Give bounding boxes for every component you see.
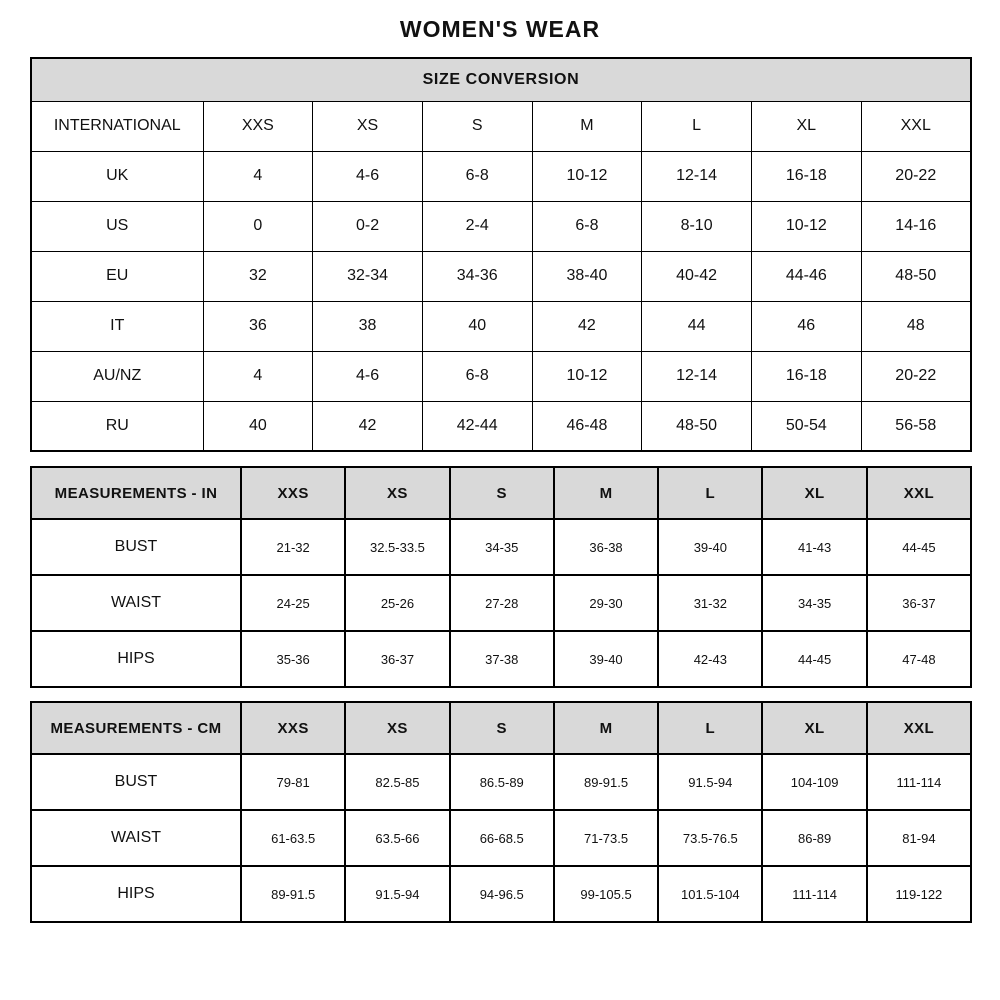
value-cell: 39-40 — [554, 631, 658, 687]
value-cell: 36-37 — [867, 575, 971, 631]
value-cell: 38-40 — [532, 251, 642, 301]
measurements-cm-title: MEASUREMENTS - CM — [31, 702, 241, 754]
measurements-in-title: MEASUREMENTS - IN — [31, 467, 241, 519]
table-row — [31, 201, 971, 251]
value-cell: 71-73.5 — [554, 810, 658, 866]
value-cell: 4 — [203, 151, 313, 201]
measurements-cm-table — [30, 701, 972, 923]
value-cell: 6-8 — [422, 351, 532, 401]
value-cell: 119-122 — [867, 866, 971, 922]
value-cell: 39-40 — [658, 519, 762, 575]
value-cell: 86.5-89 — [450, 754, 554, 810]
international-label: INTERNATIONAL — [31, 101, 203, 151]
value-cell: 99-105.5 — [554, 866, 658, 922]
size-conversion-title-row — [31, 58, 971, 101]
value-cell: 32 — [203, 251, 313, 301]
value-cell: 66-68.5 — [450, 810, 554, 866]
value-cell: 46-48 — [532, 401, 642, 451]
value-cell: 8-10 — [642, 201, 752, 251]
international-header-row — [31, 101, 971, 151]
value-cell: 34-35 — [762, 575, 866, 631]
size-column-header: XL — [762, 702, 866, 754]
table-row — [31, 301, 971, 351]
value-cell: 36 — [203, 301, 313, 351]
value-cell: 10-12 — [532, 351, 642, 401]
size-column-header: XL — [751, 101, 861, 151]
value-cell: 36-37 — [345, 631, 449, 687]
value-cell: 4 — [203, 351, 313, 401]
page-title: WOMEN'S WEAR — [399, 16, 601, 42]
value-cell: 111-114 — [762, 866, 866, 922]
size-column-header: XS — [345, 467, 449, 519]
size-column-header: L — [658, 467, 762, 519]
value-cell: 31-32 — [658, 575, 762, 631]
size-column-header: XXS — [241, 467, 345, 519]
value-cell: 44-45 — [867, 519, 971, 575]
value-cell: 82.5-85 — [345, 754, 449, 810]
size-column-header: XXL — [861, 101, 971, 151]
value-cell: 48-50 — [642, 401, 752, 451]
value-cell: 12-14 — [642, 151, 752, 201]
value-cell: 4-6 — [313, 351, 423, 401]
size-conversion-title: SIZE CONVERSION — [31, 58, 971, 101]
value-cell: 21-32 — [241, 519, 345, 575]
value-cell: 20-22 — [861, 351, 971, 401]
row-label: IT — [31, 301, 203, 351]
value-cell: 46 — [751, 301, 861, 351]
table-row — [31, 575, 971, 631]
table-row — [31, 251, 971, 301]
size-column-header: XS — [313, 101, 423, 151]
value-cell: 42 — [313, 401, 423, 451]
size-conversion-table — [30, 57, 972, 452]
value-cell: 91.5-94 — [345, 866, 449, 922]
row-label: AU/NZ — [31, 351, 203, 401]
table-row — [31, 519, 971, 575]
value-cell: 42 — [532, 301, 642, 351]
size-column-header: XXS — [203, 101, 313, 151]
table-row — [31, 401, 971, 451]
value-cell: 38 — [313, 301, 423, 351]
row-label: HIPS — [31, 631, 241, 687]
row-label: HIPS — [31, 866, 241, 922]
value-cell: 29-30 — [554, 575, 658, 631]
size-chart-page — [30, 0, 970, 923]
value-cell: 4-6 — [313, 151, 423, 201]
size-column-header: S — [422, 101, 532, 151]
row-label: US — [31, 201, 203, 251]
value-cell: 6-8 — [422, 151, 532, 201]
table-row — [31, 351, 971, 401]
value-cell: 25-26 — [345, 575, 449, 631]
value-cell: 2-4 — [422, 201, 532, 251]
size-column-header: XS — [345, 702, 449, 754]
value-cell: 34-35 — [450, 519, 554, 575]
value-cell: 42-44 — [422, 401, 532, 451]
row-label: BUST — [31, 754, 241, 810]
value-cell: 10-12 — [751, 201, 861, 251]
size-column-header: S — [450, 467, 554, 519]
value-cell: 61-63.5 — [241, 810, 345, 866]
value-cell: 42-43 — [658, 631, 762, 687]
row-label: RU — [31, 401, 203, 451]
value-cell: 16-18 — [751, 351, 861, 401]
size-column-header: L — [642, 101, 752, 151]
size-column-header: S — [450, 702, 554, 754]
row-label: BUST — [31, 519, 241, 575]
value-cell: 101.5-104 — [658, 866, 762, 922]
value-cell: 36-38 — [554, 519, 658, 575]
value-cell: 73.5-76.5 — [658, 810, 762, 866]
value-cell: 111-114 — [867, 754, 971, 810]
value-cell: 91.5-94 — [658, 754, 762, 810]
table-row — [31, 754, 971, 810]
measurements-cm-header-row — [31, 702, 971, 754]
value-cell: 40 — [422, 301, 532, 351]
table-row — [31, 631, 971, 687]
value-cell: 47-48 — [867, 631, 971, 687]
value-cell: 48 — [861, 301, 971, 351]
size-column-header: M — [532, 101, 642, 151]
value-cell: 12-14 — [642, 351, 752, 401]
value-cell: 0-2 — [313, 201, 423, 251]
value-cell: 44-46 — [751, 251, 861, 301]
row-label: WAIST — [31, 810, 241, 866]
value-cell: 94-96.5 — [450, 866, 554, 922]
value-cell: 14-16 — [861, 201, 971, 251]
value-cell: 44 — [642, 301, 752, 351]
value-cell: 81-94 — [867, 810, 971, 866]
measurements-in-header-row — [31, 467, 971, 519]
size-column-header: XXS — [241, 702, 345, 754]
row-label: EU — [31, 251, 203, 301]
size-conversion-body — [31, 151, 971, 451]
size-column-header: M — [554, 467, 658, 519]
size-column-header: XXL — [867, 467, 971, 519]
row-label: UK — [31, 151, 203, 201]
value-cell: 40-42 — [642, 251, 752, 301]
value-cell: 41-43 — [762, 519, 866, 575]
table-row — [31, 151, 971, 201]
value-cell: 48-50 — [861, 251, 971, 301]
value-cell: 27-28 — [450, 575, 554, 631]
value-cell: 32-34 — [313, 251, 423, 301]
table-row — [31, 866, 971, 922]
value-cell: 89-91.5 — [241, 866, 345, 922]
value-cell: 50-54 — [751, 401, 861, 451]
value-cell: 6-8 — [532, 201, 642, 251]
value-cell: 32.5-33.5 — [345, 519, 449, 575]
value-cell: 20-22 — [861, 151, 971, 201]
value-cell: 79-81 — [241, 754, 345, 810]
value-cell: 37-38 — [450, 631, 554, 687]
size-column-header: M — [554, 702, 658, 754]
size-column-header: L — [658, 702, 762, 754]
row-label: WAIST — [31, 575, 241, 631]
value-cell: 104-109 — [762, 754, 866, 810]
table-row — [31, 810, 971, 866]
value-cell: 0 — [203, 201, 313, 251]
size-column-header: XXL — [867, 702, 971, 754]
size-column-header: XL — [762, 467, 866, 519]
measurements-in-table — [30, 466, 972, 688]
value-cell: 40 — [203, 401, 313, 451]
measurements-cm-body — [31, 754, 971, 922]
value-cell: 44-45 — [762, 631, 866, 687]
value-cell: 16-18 — [751, 151, 861, 201]
value-cell: 24-25 — [241, 575, 345, 631]
value-cell: 34-36 — [422, 251, 532, 301]
value-cell: 56-58 — [861, 401, 971, 451]
value-cell: 86-89 — [762, 810, 866, 866]
value-cell: 63.5-66 — [345, 810, 449, 866]
value-cell: 35-36 — [241, 631, 345, 687]
value-cell: 10-12 — [532, 151, 642, 201]
value-cell: 89-91.5 — [554, 754, 658, 810]
measurements-in-body — [31, 519, 971, 687]
